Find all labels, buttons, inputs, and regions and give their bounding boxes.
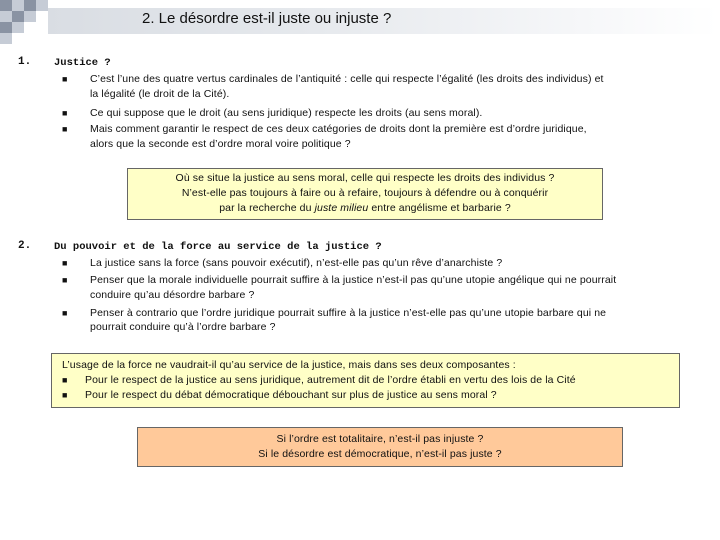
section1-bullet1-line2: la légalité (le droit de la Cité).: [90, 88, 230, 100]
section1-bullet2-line1: Ce qui suppose que le droit (au sens juridique) respecte les droits (au sens moral).: [90, 107, 483, 119]
page-title: 2. Le désordre est-il juste ou injuste ?: [142, 10, 392, 27]
section2-heading: Du pouvoir et de la force au service de la justice ?: [54, 241, 382, 253]
bullet-square-icon: ■: [62, 258, 68, 268]
bullet-square-icon: ■: [62, 108, 68, 118]
section2-bullet1-line1: La justice sans la force (sans pouvoir exécutif), n’est-elle pas qu’un rêve d’anarchiste ?: [90, 257, 503, 269]
bullet-square-icon: ■: [62, 124, 68, 134]
section1-number: 1.: [18, 56, 32, 68]
section2-bullet3-line2: pourrait conduire qu’à l’ordre barbare ?: [90, 321, 276, 333]
section2-bullet3-line1: Penser à contrario que l’ordre juridique pourrait suffire à la justice n’est-elle pas qu’une utopie barbare qui ne: [90, 307, 607, 319]
section2-bullet2-line2: conduire qu’au désordre barbare ?: [90, 289, 255, 301]
bullet-square-icon: ■: [62, 375, 68, 385]
section2-number: 2.: [18, 240, 32, 252]
bullet-square-icon: ■: [62, 390, 68, 400]
section1-box-line3: par la recherche du juste milieu entre angélisme et barbarie ?: [219, 202, 511, 214]
section1-bullet3-line2: alors que la seconde est d’ordre moral voire politique ?: [90, 138, 351, 150]
section1-bullet1-line1: C’est l’une des quatre vertus cardinales de l’antiquité : celle qui respecte l’égalité (les droits des individus) et: [90, 73, 604, 85]
section1-box-line2: N’est-elle pas toujours à faire ou à refaire, toujours à défendre ou à conquérir: [181, 187, 549, 199]
bullet-square-icon: ■: [62, 308, 68, 318]
section2-box-intro: L’usage de la force ne vaudrait-il qu’au service de la justice, mais dans ses deux composantes :: [62, 359, 516, 371]
section1-box-line1: Où se situe la justice au sens moral, celle qui respecte les droits des individus ?: [175, 172, 555, 184]
conclusion-line2: Si le désordre est démocratique, n’est-il pas juste ?: [258, 448, 502, 460]
bullet-square-icon: ■: [62, 275, 68, 285]
section2-box-bullet2: Pour le respect du débat démocratique débouchant sur plus de justice au sens moral ?: [85, 389, 497, 401]
section2-box-bullet1: Pour le respect de la justice au sens juridique, autrement dit de l’ordre établi en vertu des lois de la Cité: [85, 374, 576, 386]
bullet-square-icon: ■: [62, 74, 68, 84]
section2-force-box: [51, 353, 680, 408]
section1-question-box: [127, 168, 603, 220]
section2-bullet2-line1: Penser que la morale individuelle pourrait suffire à la justice n’est-il pas qu’une utopie angélique qui ne pourrait: [90, 274, 617, 286]
section1-heading: Justice ?: [54, 57, 111, 69]
juste-milieu-emphasis: juste milieu: [314, 202, 369, 214]
conclusion-box: [137, 427, 623, 467]
section1-bullet3-line1: Mais comment garantir le respect de ces deux catégories de droits dont la première est d’ordre juridique,: [90, 123, 587, 135]
conclusion-line1: Si l’ordre est totalitaire, n’est-il pas injuste ?: [276, 433, 484, 445]
